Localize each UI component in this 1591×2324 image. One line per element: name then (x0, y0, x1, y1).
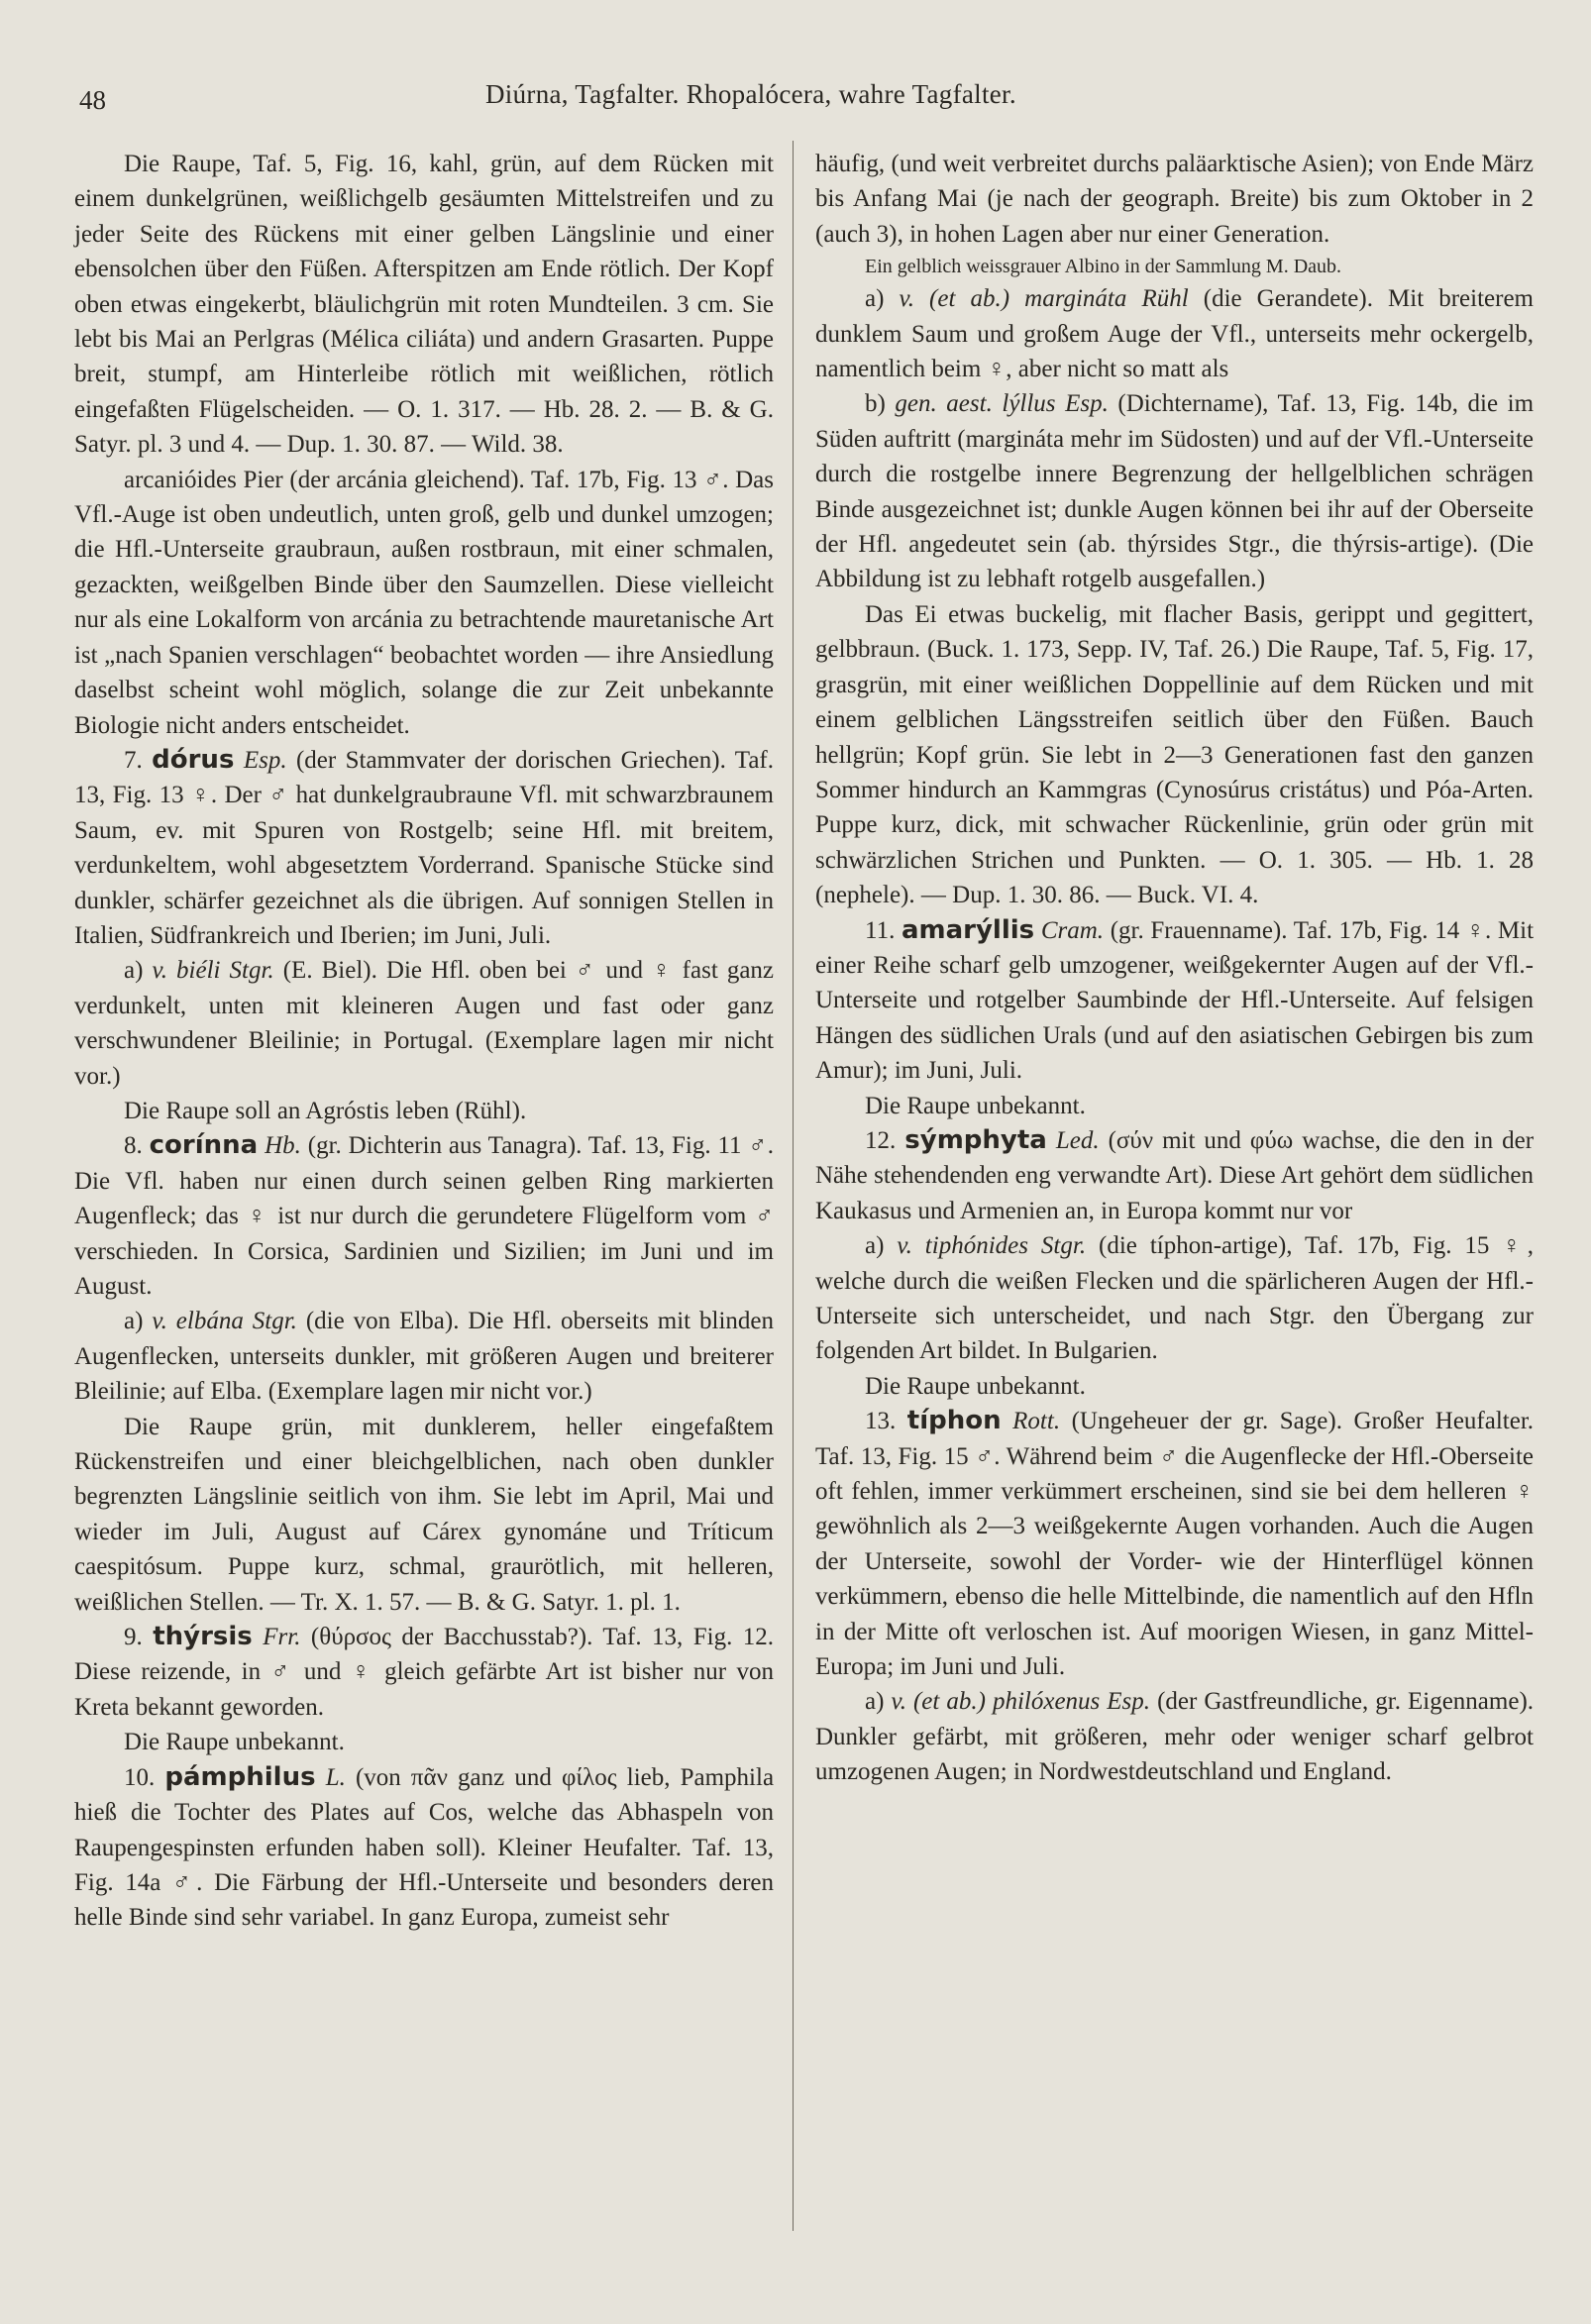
running-title: Diúrna, Tagfalter. Rhopalócera, wahre Tagfalter. (485, 79, 1016, 109)
species-author: Frr. (263, 1624, 301, 1651)
paragraph (74, 1094, 774, 1128)
left-column (74, 147, 774, 1936)
species-entry (74, 743, 774, 953)
variety-description: (die Gerandete). Mit breiterem dunklem Saum und großem Auge der Vfl., unterseits mehr ockergelb, namentlich beim ♀, aber nicht so matt als (815, 285, 1535, 383)
paragraph (74, 463, 774, 743)
species-number: 7. (124, 746, 143, 774)
species-author: Cram. (1040, 916, 1105, 944)
paragraph (815, 597, 1534, 913)
variety-label: a) (124, 1308, 144, 1335)
variety-entry (815, 281, 1534, 386)
species-entry (74, 1760, 774, 1936)
species-description: (von πᾶν ganz und φίλος lieb, Pamphila hieß die Tochter des Plates auf Cos, welche das Abhaspeln von Raupengespinsten erfunden haben soll). Kleiner Heufalter. Taf. 13, Fig. 14a ♂. Die Färbung der Hfl.-Unterseite und besonders deren helle Binde sind sehr variabel. In ganz Europa, zumeist sehr (74, 1763, 775, 1932)
species-number: 9. (124, 1624, 143, 1651)
variety-label: a) (865, 1232, 885, 1260)
species-entry (74, 1620, 774, 1725)
species-description: (σύν mit und φύω wachse, die den in der Nähe stehendenden eng verwandte Art). Diese Art gehört dem südlichen Kaukasus und Armenien an, in Europa kommt nur vor (815, 1126, 1535, 1224)
paragraph-text: häufig, (und weit verbreitet durchs paläarktische Asien); von Ende März bis Anfang Mai (je nach der geograph. Breite) bis zum Oktober in 2 (auch 3), in hohen Lagen aber nur einer Generation. (815, 151, 1534, 248)
variety-entry (815, 1228, 1534, 1369)
paragraph-text: Die Raupe unbekannt. (865, 1092, 1086, 1119)
variety-entry (815, 386, 1534, 596)
variety-name: v. (et ab.) philóxenus Esp. (891, 1688, 1151, 1716)
species-description: (gr. Dichterin aus Tanagra). Taf. 13, Fig. 11 ♂. Die Vfl. haben nur einen durch seinen gelben Ring markierten Augenfleck; das ♀ ist nur durch die gerundetere Flügelform vom ♂ verschieden. In Corsica, Sardinien und Sizilien; im Juni und im August. (74, 1132, 775, 1300)
footnote-text: Ein gelblich weissgrauer Albino in der Sammlung M. Daub. (865, 256, 1342, 278)
paragraph-text: Die Raupe grün, mit dunklerem, heller eingefaßtem Rückenstreifen und einer bleichgelblichen, nach oben dunkler begrenzten Längslinie seitlich von ihm. Sie lebt im April, Mai und wieder im Juli, August auf Cárex gynománe und Tríticum caespitósum. Puppe kurz, schmal, graurötlich, mit helleren, weißlichen Stellen. — Tr. X. 1. 57. — B. & G. Satyr. 1. pl. 1. (74, 1413, 774, 1616)
variety-name: v. (et ab.) margináta Rühl (899, 285, 1189, 313)
species-name: pámphilus (164, 1761, 316, 1792)
page-header (79, 79, 1506, 119)
footnote-line (815, 252, 1534, 281)
paragraph (815, 1369, 1534, 1404)
species-number: 13. (865, 1408, 897, 1435)
species-name: dórus (152, 744, 235, 775)
variety-name: v. tiphónides Stgr. (897, 1232, 1087, 1260)
species-entry (815, 1404, 1534, 1684)
species-author: L. (325, 1763, 346, 1791)
paragraph (74, 1410, 774, 1620)
paragraph (815, 1089, 1534, 1123)
continued-paragraph (815, 147, 1534, 252)
species-number: 8. (124, 1132, 143, 1160)
species-name: típhon (906, 1406, 1002, 1436)
species-name: sýmphyta (904, 1124, 1047, 1155)
variety-description: (E. Biel). Die Hfl. oben bei ♂ und ♀ fast ganz verdunkelt, unten mit kleineren Augen und fast oder ganz verschwundener Bleilinie; in Portugal. (Exemplare lagen mir nicht vor.) (74, 957, 775, 1090)
variety-description: (die von Elba). Die Hfl. oberseits mit blinden Augenflecken, unterseits dunkler, mit größeren Augen und breiterer Bleilinie; auf Elba. (Exemplare lagen mir nicht vor.) (74, 1308, 775, 1406)
right-column (815, 147, 1534, 1790)
paragraph-text: arcanióides Pier (der arcánia gleichend). Taf. 17b, Fig. 13 ♂. Das Vfl.-Auge ist oben undeutlich, unten groß, gelb und dunkel umzogen; die Hfl.-Unterseite graubraun, außen rostbraun, mit einer schmalen, gezackten, weißgelben Binde über den Saumzellen. Diese vielleicht nur als eine Lokalform von arcánia zu betrachtende mauretanische Art ist „nach Spanien verschlagen“ beobachtet worden — ihre Ansiedlung daselbst scheint wohl möglich, solange die zur Zeit unbekannte Biologie nicht anders entscheidet. (74, 466, 774, 739)
paragraph-text: Die Raupe unbekannt. (124, 1729, 345, 1756)
variety-name: v. biéli Stgr. (152, 957, 274, 985)
species-entry (815, 913, 1534, 1089)
variety-entry (74, 1304, 774, 1409)
variety-label: a) (865, 285, 885, 313)
paragraph-text: Die Raupe soll an Agróstis leben (Rühl). (124, 1097, 527, 1124)
variety-label: a) (124, 957, 144, 985)
species-name: thýrsis (153, 1622, 253, 1652)
species-name: amarýllis (901, 914, 1035, 945)
species-entry (815, 1123, 1534, 1228)
species-description: (gr. Frauenname). Taf. 17b, Fig. 14 ♀. Mit einer Reihe scharf gelb umzogener, weißgekernter Augen auf der Vfl.-Unterseite und rotgelber Saumbinde der Hfl.-Unterseite. Auf felsigen Hängen des südlichen Urals (und auf den asiatischen Gebirgen bis zum Amur); im Juni, Juli. (815, 916, 1535, 1085)
species-number: 11. (865, 916, 896, 944)
paragraph-text: Die Raupe unbekannt. (865, 1372, 1086, 1400)
species-entry (74, 1128, 774, 1304)
species-name: corínna (149, 1130, 259, 1161)
species-number: 12. (865, 1126, 897, 1154)
species-description: (der Stammvater der dorischen Griechen). Taf. 13, Fig. 13 ♀. Der ♂ hat dunkelgraubraune Vfl. mit schwarzbraunem Saum, ev. mit Spuren von Rostgelb; seine Hfl. mit breitem, verdunkeltem, wohl abgesetztem Vorderrand. Spanische Stücke sind dunkler, schärfer gezeichnet als die übrigen. Auf sonnigen Stellen in Italien, Südfrankreich und Iberien; im Juni, Juli. (74, 746, 774, 949)
variety-entry (815, 1684, 1534, 1789)
variety-description: (Dichtername), Taf. 13, Fig. 14b, die im Süden auftritt (margináta mehr im Südosten) und auf der Vfl.-Unterseite durch die rostgelbe innere Begrenzung der hellgelblichen schrägen Binde ausgezeichnet ist; dunkle Augen können bei ihr auf der Oberseite der Hfl. angedeutet sein (ab. thýrsides Stgr., die thýrsis-artige). (Die Abbildung ist zu lebhaft rotgelb ausgefallen.) (815, 390, 1535, 593)
species-author: Rott. (1012, 1408, 1061, 1435)
species-number: 10. (124, 1763, 156, 1791)
paragraph (74, 147, 774, 463)
species-author: Esp. (243, 746, 287, 774)
variety-description: (die típhon-artige), Taf. 17b, Fig. 15 ♀, welche durch die weißen Flecken und die spärlicheren Augen der Hfl.-Unterseite sich unterscheidet, und nach Stgr. den Übergang zur folgenden Art bildet. In Bulgarien. (815, 1232, 1535, 1365)
variety-label: b) (865, 390, 886, 418)
species-description: (θύρσος der Bacchusstab?). Taf. 13, Fig. 12. Diese reizende, in ♂ und ♀ gleich gefärbte Art ist bisher nur von Kreta bekannt geworden. (74, 1624, 775, 1721)
species-description: (Ungeheuer der gr. Sage). Großer Heufalter. Taf. 13, Fig. 15 ♂. Während beim ♂ die Augenflecke der Hfl.-Oberseite oft fehlen, immer verkümmert erscheinen, sind sie bei dem helleren ♀ gewöhnlich als 2—3 weißgekernte Augen vorhanden. Auch die Augen der Unterseite, sowohl der Vorder- wie der Hinterflügel können verkümmern, ebenso die helle Mittelbinde, die namentlich auf den Hfln in der Mitte oft verloschen ist. Auf moorigen Wiesen, in ganz Mittel-Europa; im Juni und Juli. (815, 1408, 1535, 1681)
species-author: Led. (1055, 1126, 1100, 1154)
variety-name: v. elbána Stgr. (152, 1308, 297, 1335)
column-divider (793, 141, 794, 2231)
page-number: 48 (79, 85, 106, 115)
species-author: Hb. (265, 1132, 301, 1160)
paragraph-text: Das Ei etwas buckelig, mit flacher Basis, gerippt und gegittert, gelbbraun. (Buck. 1. 173, Sepp. IV, Taf. 26.) Die Raupe, Taf. 5, Fig. 17, grasgrün, mit einer weißlichen Doppellinie auf dem Rücken und mit einem gelblichen Längsstreifen seitlich über den Füßen. Bauch hellgrün; Kopf grün. Sie lebt in 2—3 Generationen fast den ganzen Sommer hindurch an Kammgras (Cynosúrus cristátus) und Póa-Arten. Puppe kurz, dick, mit schwacher Rückenlinie, grün oder grün mit schwärzlichen Strichen und Punkten. — O. 1. 305. — Hb. 1. 28 (nephele). — Dup. 1. 30. 86. — Buck. VI. 4. (815, 600, 1534, 909)
variety-name: gen. aest. lýllus Esp. (895, 390, 1109, 418)
paragraph-text: Die Raupe, Taf. 5, Fig. 16, kahl, grün, auf dem Rücken mit einem dunkelgrünen, weißlichgelb gesäumten Mittelstreifen und zu jeder Seite des Rückens mit einer gelben Längslinie und einer ebensolchen über den Füßen. Afterspitzen am Ende rötlich. Der Kopf oben etwas eingekerbt, bläulichgrün mit roten Mundteilen. 3 cm. Sie lebt bis Mai an Perlgras (Mélica ciliáta) und andern Grasarten. Puppe breit, stumpf, am Hinterleibe rötlich mit weißlichen, rötlich eingefaßten Flügelscheiden. — O. 1. 317. — Hb. 28. 2. — B. & G. Satyr. pl. 3 und 4. — Dup. 1. 30. 87. — Wild. 38. (74, 151, 774, 459)
variety-label: a) (865, 1688, 885, 1716)
paragraph (74, 1725, 774, 1759)
variety-description: (der Gastfreundliche, gr. Eigenname). Dunkler gefärbt, mit größeren, mehr oder weniger scharf gelbrot umzogenen Augen; in Nordwestdeutschland und England. (815, 1688, 1535, 1786)
variety-entry (74, 953, 774, 1094)
